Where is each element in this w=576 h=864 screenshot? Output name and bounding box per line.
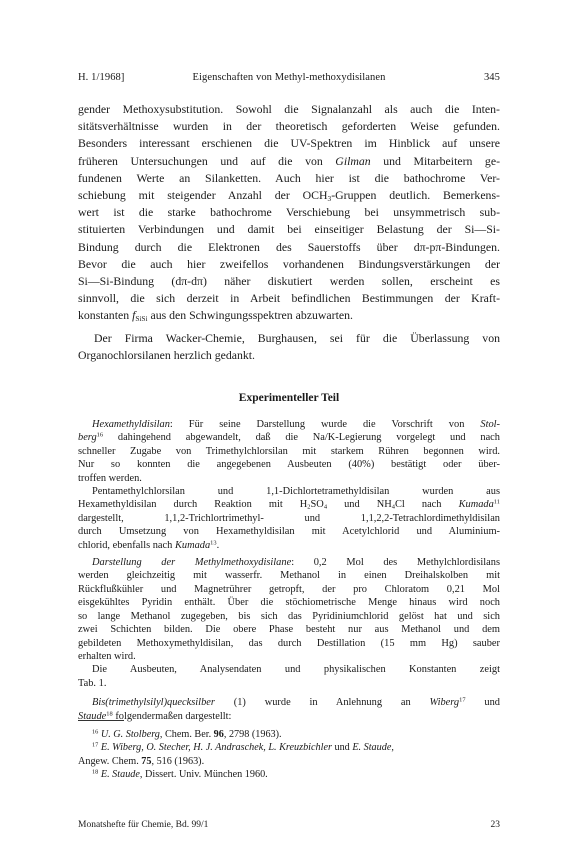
text-line: Staude$^{18}$ folgendermaßen dargestellt: [78,710,232,722]
page-number: 345 [483,72,500,83]
text-line: Darstellung der Methylmethoxydisilane: 0,2 Mol des Methylchlordisilans [92,557,500,569]
text-line: zwei Schichten bilden. Die obere Phase besteht nur aus Methanol und dem [78,624,500,636]
text-line: Der Firma Wacker-Chemie, Burghausen, sei für die Überlassung von [94,331,500,345]
text-line: Bindung durch die Elektronen des Sauerstoffs über dπ-pπ-Bindungen. [78,239,500,254]
acknowledgement-paragraph [78,330,500,364]
text-line: sinnvoll, die sich derzeit in Arbeit befindlichen Bestimmungen der Kraft- [78,291,500,306]
text-line: schneller Zugabe von Trimethylchlorsilan mit starkem Rühren begonnen wird. [78,445,500,457]
text-line: troffen werden. [78,472,142,484]
text-line: Organochlorsilanen herzlich gedankt. [78,348,255,363]
experimental-section [78,418,500,723]
text-line: eisgekühltes Pyridin enthält. Über die stöchiometrische Menge hinaus wird noch [78,597,500,609]
text-line: stituierten Verbindungen und damit bei einseitiger Belastung der Si—Si- [78,222,500,237]
text-line: Si—Si-Bindung (dπ-dπ) näher diskutiert werden sollen, erscheint es [78,274,500,289]
compound-name: Hexamethyldisilan [92,419,170,430]
text-line: dargestellt, 1,1,2-Trichlortrimethyl- und 1,1,2,2-Tetrachlordimethyldisilan [78,512,500,524]
procedure-title: Darstellung der Methylmethoxydisilane [92,557,292,569]
text-line: durch Umsetzung von Hexamethyldisilan mit Acetylchlorid und Aluminium- [78,526,500,538]
text-line: so lange Methanol zugegeben, bis sich das Pyridiniumchlorid gelöst hat und sich [78,610,500,622]
text-line: Besonders interessant erschienen die UV-Spektren im Hinblick auf unsere [78,136,500,151]
text-line: fundenen Werte an Silanketten. Auch hier ist die bathochrome Ver- [78,170,500,185]
text-line: berg$^{16}$ dahingehend abgewandelt, daß die Na/K-Legierung vorgelegt und nach [78,431,500,444]
text-line: erhalten wird. [78,650,136,662]
footnote: $^{17}$ E. Wiberg, O. Stecher, H. J. Andraschek, L. Kreuzbichler und E. Staude, [92,741,394,754]
text-line: chlorid, ebenfalls nach Kumada$^{13}$. [78,539,220,551]
footnote-divider [78,720,124,721]
text-line: Bis(trimethylsilyl)quecksilber (1) wurde in Anlehnung an Wiberg$^{17}$ und [92,696,500,709]
text-line: früheren Untersuchungen und auf die von Gilman und Mitarbeitern ge- [78,153,500,168]
section-heading: Experimenteller Teil [238,392,340,404]
text-line: werden gleichzeitig mit wasserfr. Methanol in einen Dreihalskolben mit [78,570,500,582]
text-line: Bevor die auch hier zweifellos vorhandenen Bindungsverstärkungen der [78,256,500,271]
footnote: $^{18}$ E. Staude, Dissert. Univ. München 1960. [92,768,268,781]
text-line: Tab. 1. [78,677,107,689]
text-line: Hexamethyldisilan durch Reaktion mit $H_2SO_4$ und $NH_4Cl$ nach Kumada$^{11}$ [78,498,500,512]
text-line: Rückflußkühler und Magnetrührer getropft, der pro Chloratom 0,21 Mol [78,583,500,595]
text-line: sitätsverhältnisse wurden in der theoretisch geforderten Weise gefunden. [78,119,500,134]
discussion-paragraph [78,101,500,325]
journal-name: Monatshefte für Chemie, Bd. 99/1 [78,820,209,830]
text-line: Nur so konnten die angegebenen Ausbeuten (40%) bestätigt oder über- [78,459,500,471]
text-line: konstanten $f_{SiSi}$ aus den Schwingungsspektren abzuwarten. [78,308,353,324]
text-line: Hexamethyldisilan: Für seine Darstellung wurde die Vorschrift von Stol- [92,419,500,430]
text-line: gebildeten Methoxymethyldisilan, das durch Destillation (15 mm Hg) sauber [78,637,500,649]
text-line: Die Ausbeuten, Analysendaten und physikalischen Konstanten zeigt [92,664,500,676]
signature-mark: 23 [490,820,500,830]
footnote: $^{16}$ U. G. Stolberg, Chem. Ber. 96, 2798 (1963). [92,728,282,740]
footnote: Angew. Chem. 75, 516 (1963). [78,755,205,767]
text-line: Pentamethylchlorsilan und 1,1-Dichlortetramethyldisilan wurden aus [92,486,500,498]
running-header [78,72,500,86]
compound-name: Bis(trimethylsilyl)quecksilber [92,697,215,709]
header-issue: H. 1/1968] [78,72,125,83]
text-line: schiebung mit steigender Anzahl der $OCH_3$-Gruppen deutlich. Bemerkens- [78,188,500,203]
header-title: Eigenschaften von Methyl-methoxydisilanen [192,72,386,83]
text-line: gender Methoxysubstitution. Sowohl die Signalanzahl als auch die Inten- [78,102,500,116]
footnotes [78,728,500,782]
text-line: wert ist die starke bathochrome Verschiebung bei unsymmetrisch sub- [78,205,500,220]
